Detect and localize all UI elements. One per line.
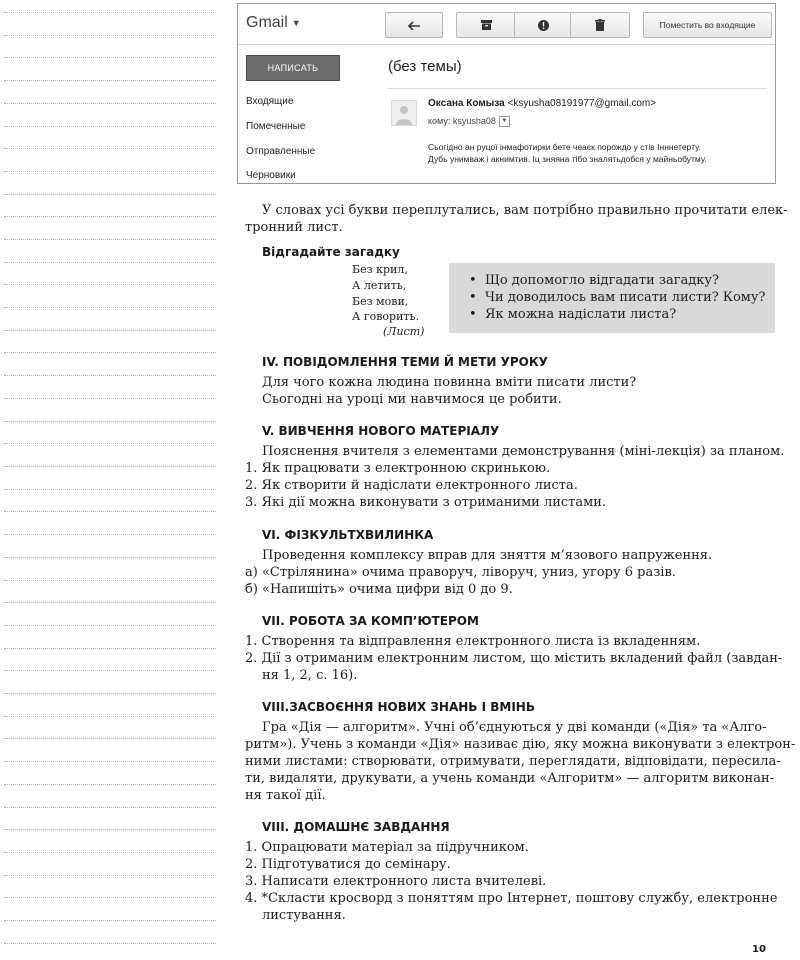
delete-button[interactable]: [570, 12, 630, 38]
margin-rule: [4, 12, 216, 13]
avatar: [391, 100, 417, 126]
riddle-line: Без мови,: [352, 295, 409, 308]
recipient-line: [428, 116, 510, 127]
margin-rule: [4, 511, 216, 512]
list-item: 1. Як працювати з електронною скринькою.: [245, 461, 551, 476]
section-heading: V. ВИВЧЕННЯ НОВОГО МАТЕРІАЛУ: [262, 424, 500, 438]
reply-icon: [407, 20, 421, 30]
sender-email: <ksyusha08191977@gmail.com>: [507, 98, 657, 109]
body-text: Для чого кожна людина повинна вміти писати листи?: [262, 375, 637, 390]
margin-rule: [4, 534, 216, 535]
margin-rule: [4, 194, 216, 195]
list-item: 1. Створення та відправлення електронного листа із вкладенням.: [245, 634, 701, 649]
margin-rule: [4, 35, 216, 36]
list-item: б) «Напишіть» очима цифри від 0 до 9.: [245, 582, 513, 597]
riddle-line: А говорить.: [352, 310, 419, 323]
compose-button[interactable]: НАПИСАТЬ: [246, 55, 340, 81]
email-subject: (без темы): [388, 58, 462, 75]
margin-rule: [4, 784, 216, 785]
margin-rule: [4, 807, 216, 808]
body-text: Пояснення вчителя з елементами демонстрування (міні-лекція) за планом.: [262, 444, 785, 459]
list-item: 3. Які дії можна виконувати з отриманими листами.: [245, 495, 607, 510]
recipient-text: кому: ksyusha08: [428, 116, 496, 126]
riddle-answer: (Лист): [383, 325, 425, 338]
email-body-line: Дубь унимваж і акнимтив. Іц зняяна тібо зналятьдобся у майньобутму.: [428, 154, 707, 164]
body-text: ними листами: створювати, отримувати, переглядати, відповідати, пересила-: [245, 754, 781, 769]
margin-rule: [4, 80, 216, 81]
list-item: 2. Дії з отриманим електронним листом, що містить вкладений файл (завдан-: [245, 651, 783, 666]
body-text: Гра «Дія — алгоритм». Учні об’єднуються у дві команди («Дія» та «Алго-: [262, 720, 767, 735]
sidebar-item-inbox[interactable]: Входящие: [246, 96, 294, 107]
riddle-line: А летить,: [352, 279, 407, 292]
margin-rule: [4, 262, 216, 263]
list-item: 2. Підготуватися до семінару.: [245, 857, 451, 872]
margin-rule: [4, 126, 216, 127]
margin-rule: [4, 443, 216, 444]
margin-rule: [4, 943, 216, 944]
gmail-menu[interactable]: [246, 14, 301, 32]
list-item: листування.: [262, 908, 346, 923]
list-item: 4. *Скласти кросворд з поняттям про Інтернет, поштову службу, електронне: [245, 891, 778, 906]
margin-rule: [4, 920, 216, 921]
margin-rule: [4, 580, 216, 581]
email-toolbar: [238, 4, 775, 45]
trash-icon: [595, 19, 605, 31]
section-heading: VIII.ЗАСВОЄННЯ НОВИХ ЗНАНЬ І ВМІНЬ: [262, 700, 535, 714]
margin-rule: [4, 829, 216, 830]
list-item: 3. Написати електронного листа вчителеві.: [245, 874, 547, 889]
margin-rule: [4, 466, 216, 467]
margin-rule: [4, 284, 216, 285]
email-screenshot: [237, 3, 776, 184]
section-heading: VIII. ДОМАШНЄ ЗАВДАННЯ: [262, 820, 450, 834]
margin-rule: [4, 375, 216, 376]
margin-rule: [4, 57, 216, 58]
body-text: ти, видаляти, друкувати, а учень команди «Алгоритм» — алгоритм виконан-: [245, 771, 775, 786]
list-item: ня 1, 2, с. 16).: [262, 668, 358, 683]
margin-rule: [4, 648, 216, 649]
questions-box: [449, 263, 775, 333]
sidebar-item-drafts[interactable]: Черновики: [246, 170, 296, 181]
margin-rule: [4, 489, 216, 490]
margin-rule: [4, 103, 216, 104]
reply-button[interactable]: [385, 12, 443, 38]
margin-rule: [4, 875, 216, 876]
riddle-heading: Відгадайте загадку: [262, 245, 400, 259]
divider: [388, 88, 767, 89]
margin-rule: [4, 625, 216, 626]
question-item: • Що допомогло відгадати загадку?: [469, 273, 720, 288]
question-item: • Чи доводилось вам писати листи? Кому?: [469, 290, 766, 305]
body-text: Проведення комплексу вправ для зняття м’язового напруження.: [262, 548, 713, 563]
body-text: ритм»). Учень з команди «Дія» називає дію, яку можна виконувати з електрон-: [245, 737, 796, 752]
margin-rule: [4, 897, 216, 898]
section-heading: VI. ФІЗКУЛЬТХВИЛИНКА: [262, 528, 434, 542]
question-item: • Як можна надіслати листа?: [469, 307, 677, 322]
margin-rule: [4, 239, 216, 240]
intro-text: тронний лист.: [245, 220, 343, 235]
sender-line: [428, 98, 656, 109]
notes-margin: [0, 0, 218, 960]
page-number: 10: [735, 939, 783, 960]
body-text: Сьогодні на уроці ми навчимося це робити.: [262, 392, 562, 407]
margin-rule: [4, 171, 216, 172]
sidebar-item-sent[interactable]: Отправленные: [246, 146, 316, 157]
app-name: Gmail: [246, 14, 288, 31]
sender-name: Оксана Комыза: [428, 98, 505, 109]
section-heading: VII. РОБОТА ЗА КОМП’ЮТЕРОМ: [262, 614, 479, 628]
move-to-inbox-button[interactable]: Поместить во входящие: [643, 12, 772, 38]
margin-rule: [4, 352, 216, 353]
margin-rule: [4, 716, 216, 717]
margin-rule: [4, 398, 216, 399]
archive-icon: [481, 20, 492, 30]
margin-rule: [4, 216, 216, 217]
margin-rule: [4, 148, 216, 149]
list-item: 2. Як створити й надіслати електронного листа.: [245, 478, 578, 493]
list-item: 1. Опрацювати матеріал за підручником.: [245, 840, 529, 855]
margin-rule: [4, 670, 216, 671]
email-body-line: Сьогідно ан руцої інмафотирки бете чеаєк порождо у стів Інннетерту.: [428, 142, 701, 152]
margin-rule: [4, 421, 216, 422]
report-spam-icon: [538, 20, 549, 31]
margin-rule: [4, 307, 216, 308]
section-heading: IV. ПОВІДОМЛЕННЯ ТЕМИ Й МЕТИ УРОКУ: [262, 355, 548, 369]
sidebar-item-starred[interactable]: Помеченные: [246, 121, 306, 132]
margin-rule: [4, 602, 216, 603]
list-item: а) «Стрілянина» очима праворуч, ліворуч, униз, угору 6 разів.: [245, 565, 676, 580]
margin-rule: [4, 557, 216, 558]
recipient-details-toggle[interactable]: ▼: [499, 116, 510, 127]
archive-button[interactable]: [456, 12, 516, 38]
margin-rule: [4, 330, 216, 331]
chevron-down-icon: ▼: [291, 17, 301, 28]
intro-text: У словах усі букви переплутались, вам потрібно правильно прочитати елек-: [262, 203, 788, 218]
margin-rule: [4, 761, 216, 762]
spam-button[interactable]: [514, 12, 572, 38]
margin-rule: [4, 693, 216, 694]
margin-rule: [4, 852, 216, 853]
user-icon: [392, 101, 416, 125]
riddle-line: Без крил,: [352, 263, 408, 276]
body-text: ня такої дії.: [245, 788, 326, 803]
margin-rule: [4, 738, 216, 739]
